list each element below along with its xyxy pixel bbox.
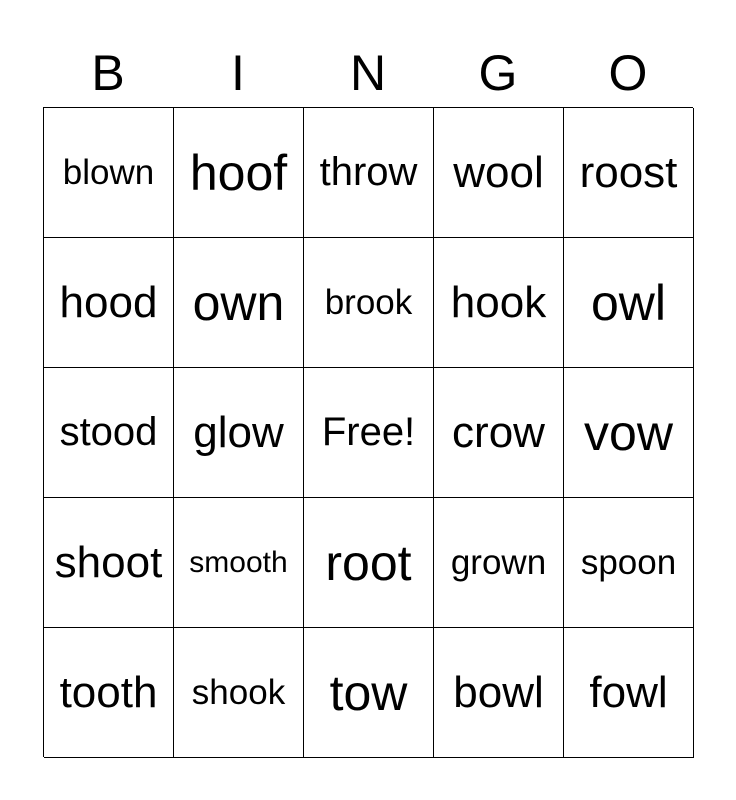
bingo-cell: shook — [174, 628, 304, 758]
bingo-cell: glow — [174, 368, 304, 498]
header-letter-g: G — [478, 45, 518, 101]
bingo-cell: roost — [564, 108, 694, 238]
bingo-cell: stood — [44, 368, 174, 498]
bingo-cell-free: Free! — [304, 368, 434, 498]
bingo-cell: spoon — [564, 498, 694, 628]
bingo-cell: wool — [434, 108, 564, 238]
bingo-cell: fowl — [564, 628, 694, 758]
bingo-grid — [43, 107, 693, 757]
bingo-cell: smooth — [174, 498, 304, 628]
bingo-cell: bowl — [434, 628, 564, 758]
bingo-cell: brook — [304, 238, 434, 368]
header-letter-n: N — [349, 45, 387, 101]
bingo-cell: hook — [434, 238, 564, 368]
bingo-cell: tooth — [44, 628, 174, 758]
bingo-cell: throw — [304, 108, 434, 238]
bingo-cell: crow — [434, 368, 564, 498]
header-letter-b: B — [91, 45, 125, 101]
bingo-cell: blown — [44, 108, 174, 238]
bingo-cell: shoot — [44, 498, 174, 628]
header-letter-o: O — [608, 45, 648, 101]
header-letter-i: I — [231, 45, 245, 101]
bingo-cell: vow — [564, 368, 694, 498]
bingo-cell: tow — [304, 628, 434, 758]
bingo-cell: own — [174, 238, 304, 368]
bingo-cell: grown — [434, 498, 564, 628]
bingo-cell: hood — [44, 238, 174, 368]
bingo-cell: hoof — [174, 108, 304, 238]
bingo-header — [43, 40, 693, 106]
bingo-cell: owl — [564, 238, 694, 368]
bingo-cell: root — [304, 498, 434, 628]
